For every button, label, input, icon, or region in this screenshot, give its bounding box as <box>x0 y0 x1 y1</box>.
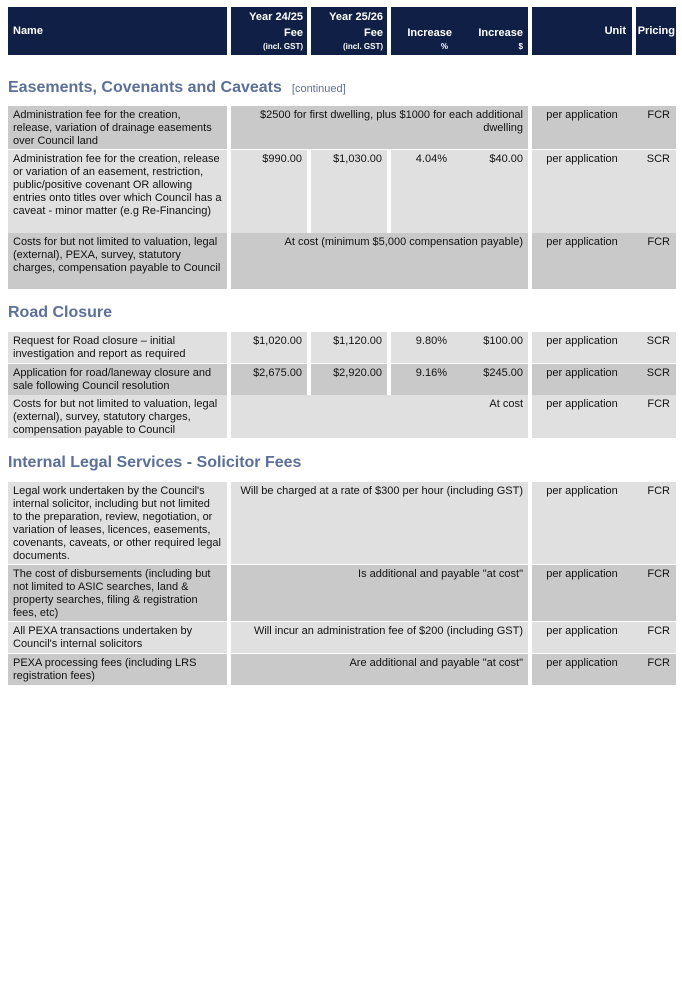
header-year-2526-label: Year 25/26 <box>329 11 383 23</box>
header-pricing <box>636 7 676 55</box>
row-pricing: FCR <box>632 395 676 438</box>
row-pricing: SCR <box>632 150 676 233</box>
row-pricing: FCR <box>632 233 676 289</box>
row-name: Administration fee for the creation, release or variation of an easement, restriction, public/positive covenant OR allowing entries onto titles over which Council has a caveat - minor matter (e.g Re-Financing) <box>8 150 227 233</box>
row-fee-note: Will be charged at a rate of $300 per hour (including GST) <box>231 482 528 564</box>
section-title-road-closure: Road Closure <box>8 304 113 321</box>
row-name: Legal work undertaken by the Council's internal solicitor, including but not limited to the preparation, review, negotiation, or variation of leases, licences, easements, covenants, caveats, or other required legal documents. <box>8 482 227 564</box>
section-title-easements-text: Easements, Covenants and Caveats <box>8 79 282 96</box>
row-unit: per application <box>532 332 632 363</box>
table-row <box>8 654 676 685</box>
row-increase-dollar: $100.00 <box>453 332 528 363</box>
table-row <box>8 482 676 564</box>
table-row <box>8 395 676 438</box>
header-increase-pct-unit: % <box>440 42 448 51</box>
row-unit: per application <box>532 106 632 149</box>
header-unit-label: Unit <box>604 25 626 37</box>
row-increase-dollar: $40.00 <box>453 150 528 233</box>
row-fee-note: Are additional and payable "at cost" <box>231 654 528 685</box>
continued-label: [continued] <box>291 83 346 95</box>
row-fee-note: At cost <box>231 395 528 438</box>
row-unit: per application <box>532 482 632 564</box>
row-increase-dollar: $245.00 <box>453 364 528 395</box>
header-increase-dollar-unit: $ <box>518 42 523 51</box>
row-fee-2425: $2,675.00 <box>231 364 307 395</box>
header-year-2425 <box>231 7 307 55</box>
header-year-2526-gst: (incl. GST) <box>343 42 383 51</box>
header-increase-dollar-label: Increase <box>478 27 523 39</box>
header-year-2425-label: Year 24/25 <box>249 11 303 23</box>
row-unit: per application <box>532 395 632 438</box>
row-pricing: FCR <box>632 654 676 685</box>
row-unit: per application <box>532 565 632 621</box>
header-year-2425-gst: (incl. GST) <box>263 42 303 51</box>
row-fee-note: $2500 for first dwelling, plus $1000 for each additional dwelling <box>231 106 528 149</box>
row-fee-2526: $2,920.00 <box>311 364 387 395</box>
row-pricing: SCR <box>632 332 676 363</box>
row-increase-pct: 9.80% <box>391 332 453 363</box>
row-pricing: FCR <box>632 565 676 621</box>
header-name-label: Name <box>13 25 43 37</box>
row-name: Costs for but not limited to valuation, legal (external), PEXA, survey, statutory charges, compensation payable to Council <box>8 233 227 289</box>
row-pricing: SCR <box>632 364 676 395</box>
row-pricing: FCR <box>632 622 676 653</box>
row-fee-note: Will incur an administration fee of $200 (including GST) <box>231 622 528 653</box>
section-title-legal-services: Internal Legal Services - Solicitor Fees <box>8 454 302 471</box>
row-unit: per application <box>532 364 632 395</box>
header-pricing-label: Pricing <box>637 25 675 37</box>
header-year-2526-fee: Fee <box>364 27 383 39</box>
table-row <box>8 150 676 233</box>
row-unit: per application <box>532 233 632 289</box>
row-increase-pct: 4.04% <box>391 150 453 233</box>
row-unit: per application <box>532 150 632 233</box>
row-name: Request for Road closure – initial investigation and report as required <box>8 332 227 363</box>
row-fee-note: At cost (minimum $5,000 compensation payable) <box>231 233 528 289</box>
row-fee-2526: $1,030.00 <box>311 150 387 233</box>
row-name: Application for road/laneway closure and sale following Council resolution <box>8 364 227 395</box>
row-name: PEXA processing fees (including LRS registration fees) <box>8 654 227 685</box>
row-name: The cost of disbursements (including but not limited to ASIC searches, land & property searches, filing & registration fees, etc) <box>8 565 227 621</box>
section-title-easements <box>8 79 346 97</box>
row-fee-2526: $1,120.00 <box>311 332 387 363</box>
header-name <box>8 7 227 55</box>
row-fee-note: Is additional and payable "at cost" <box>231 565 528 621</box>
header-unit <box>532 7 632 55</box>
header-increase <box>391 7 528 55</box>
row-unit: per application <box>532 654 632 685</box>
row-name: Costs for but not limited to valuation, legal (external), survey, statutory charges, compensation payable to Council <box>8 395 227 438</box>
row-pricing: FCR <box>632 482 676 564</box>
header-increase-pct-label: Increase <box>407 27 452 39</box>
header-year-2425-fee: Fee <box>284 27 303 39</box>
row-pricing: FCR <box>632 106 676 149</box>
row-name: All PEXA transactions undertaken by Council's internal solicitors <box>8 622 227 653</box>
table-row <box>8 565 676 621</box>
table-row <box>8 364 676 395</box>
table-row <box>8 332 676 363</box>
row-fee-2425: $1,020.00 <box>231 332 307 363</box>
row-fee-2425: $990.00 <box>231 150 307 233</box>
table-row <box>8 622 676 653</box>
row-increase-pct: 9.16% <box>391 364 453 395</box>
table-row <box>8 106 676 149</box>
table-row <box>8 233 676 289</box>
row-unit: per application <box>532 622 632 653</box>
header-year-2526 <box>311 7 387 55</box>
row-name: Administration fee for the creation, release, variation of drainage easements over Council land <box>8 106 227 149</box>
